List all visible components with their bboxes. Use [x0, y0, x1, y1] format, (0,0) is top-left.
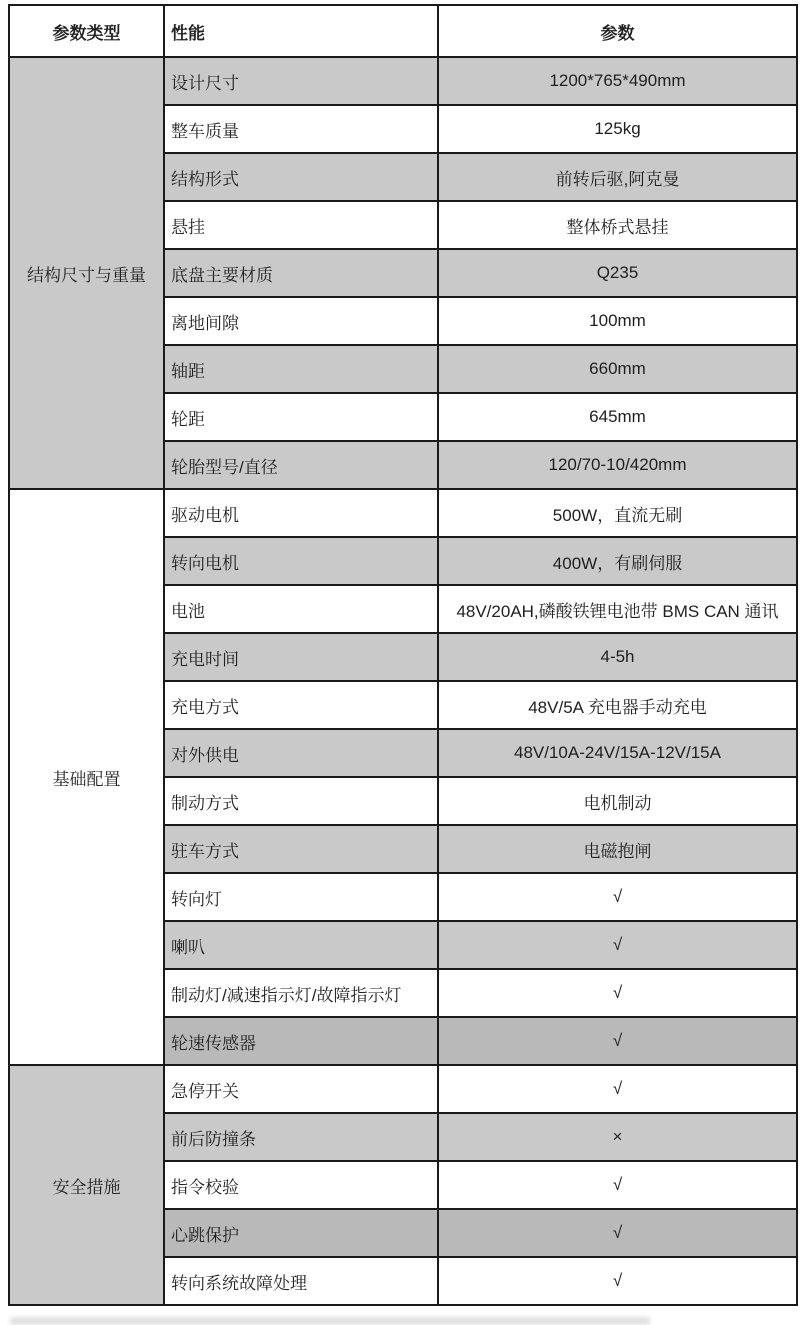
performance-label-cell: 设计尺寸 — [164, 57, 438, 105]
spec-row — [9, 57, 797, 105]
parameter-value-cell: 电磁抱闸 — [438, 825, 797, 873]
parameter-value-cell: √ — [438, 921, 797, 969]
parameter-value-cell: √ — [438, 1257, 797, 1305]
performance-label-cell: 急停开关 — [164, 1065, 438, 1113]
header-row — [9, 5, 797, 57]
parameter-value-cell: 500W，直流无刷 — [438, 489, 797, 537]
spec-row — [9, 1065, 797, 1113]
header-category: 参数类型 — [9, 5, 164, 57]
performance-label-cell: 转向灯 — [164, 873, 438, 921]
parameter-value-cell: √ — [438, 1017, 797, 1065]
spec-table — [8, 4, 798, 1306]
parameter-value-cell: 400W，有刷伺服 — [438, 537, 797, 585]
parameter-value-cell: 4-5h — [438, 633, 797, 681]
performance-label-cell: 驱动电机 — [164, 489, 438, 537]
performance-label-cell: 结构形式 — [164, 153, 438, 201]
parameter-value-cell: 660mm — [438, 345, 797, 393]
performance-label-cell: 指令校验 — [164, 1161, 438, 1209]
parameter-value-cell: × — [438, 1113, 797, 1161]
category-cell: 安全措施 — [9, 1065, 164, 1305]
parameter-value-cell: 48V/20AH,磷酸铁锂电池带 BMS CAN 通讯 — [438, 585, 797, 633]
header-parameter: 参数 — [438, 5, 797, 57]
spec-row — [9, 489, 797, 537]
parameter-value-cell: √ — [438, 1161, 797, 1209]
performance-label-cell: 充电方式 — [164, 681, 438, 729]
performance-label-cell: 充电时间 — [164, 633, 438, 681]
parameter-value-cell: Q235 — [438, 249, 797, 297]
parameter-value-cell: 120/70-10/420mm — [438, 441, 797, 489]
parameter-value-cell: 电机制动 — [438, 777, 797, 825]
performance-label-cell: 驻车方式 — [164, 825, 438, 873]
parameter-value-cell: 48V/10A-24V/15A-12V/15A — [438, 729, 797, 777]
performance-label-cell: 对外供电 — [164, 729, 438, 777]
performance-label-cell: 转向系统故障处理 — [164, 1257, 438, 1305]
parameter-value-cell: 48V/5A 充电器手动充电 — [438, 681, 797, 729]
parameter-value-cell: √ — [438, 873, 797, 921]
performance-label-cell: 轮胎型号/直径 — [164, 441, 438, 489]
spec-table-header — [9, 5, 797, 57]
parameter-value-cell: 整体桥式悬挂 — [438, 201, 797, 249]
parameter-value-cell: √ — [438, 969, 797, 1017]
performance-label-cell: 心跳保护 — [164, 1209, 438, 1257]
performance-label-cell: 前后防撞条 — [164, 1113, 438, 1161]
performance-label-cell: 离地间隙 — [164, 297, 438, 345]
parameter-value-cell: 100mm — [438, 297, 797, 345]
performance-label-cell: 转向电机 — [164, 537, 438, 585]
parameter-value-cell: √ — [438, 1209, 797, 1257]
performance-label-cell: 轮速传感器 — [164, 1017, 438, 1065]
parameter-value-cell: 645mm — [438, 393, 797, 441]
performance-label-cell: 制动灯/减速指示灯/故障指示灯 — [164, 969, 438, 1017]
performance-label-cell: 悬挂 — [164, 201, 438, 249]
performance-label-cell: 喇叭 — [164, 921, 438, 969]
bottom-scan-artifact — [10, 1317, 650, 1325]
performance-label-cell: 轴距 — [164, 345, 438, 393]
performance-label-cell: 底盘主要材质 — [164, 249, 438, 297]
header-performance: 性能 — [164, 5, 438, 57]
parameter-value-cell: √ — [438, 1065, 797, 1113]
parameter-value-cell: 1200*765*490mm — [438, 57, 797, 105]
spec-table-body — [9, 57, 797, 1305]
parameter-value-cell: 前转后驱,阿克曼 — [438, 153, 797, 201]
category-cell: 结构尺寸与重量 — [9, 57, 164, 489]
performance-label-cell: 轮距 — [164, 393, 438, 441]
performance-label-cell: 整车质量 — [164, 105, 438, 153]
category-cell: 基础配置 — [9, 489, 164, 1065]
parameter-value-cell: 125kg — [438, 105, 797, 153]
performance-label-cell: 电池 — [164, 585, 438, 633]
performance-label-cell: 制动方式 — [164, 777, 438, 825]
